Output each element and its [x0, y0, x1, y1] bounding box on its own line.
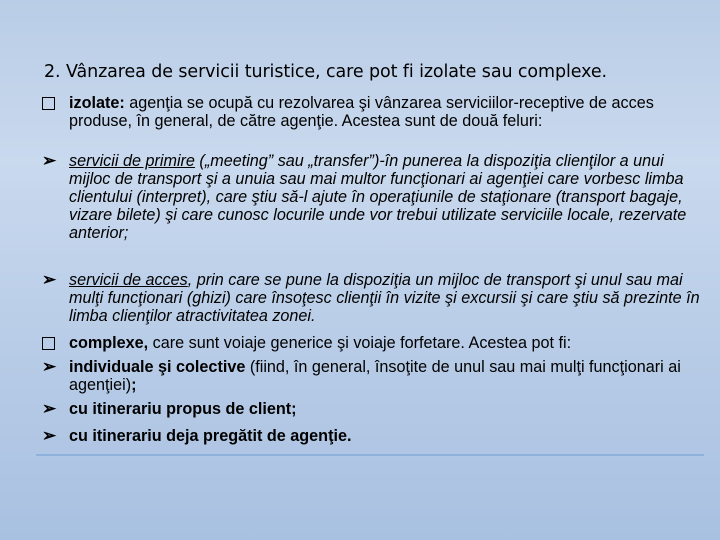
arrow-bullet-icon: ➢ — [42, 151, 57, 170]
arrow-bullet-icon: ➢ — [42, 270, 57, 289]
item-lead: cu itinerariu propus de client; — [69, 400, 297, 418]
item-text: care sunt voiaje generice şi voiaje forfetare — [148, 334, 461, 352]
arrow-bullet-icon: ➢ — [42, 399, 57, 418]
item-lead: complexe, — [69, 334, 149, 352]
slide-title: 2. Vânzarea de servicii turistice, care pot fi izolate sau complexe. — [44, 62, 607, 82]
item-text: agenţia se ocupă cu rezolvarea şi vânzarea serviciilor-receptive de acces produse, în general, de către agenţie. Acestea sunt de două feluri: — [69, 94, 654, 130]
item-text-tail: ; — [131, 376, 137, 394]
item-text-tail: . Acestea pot fi: — [460, 334, 572, 352]
item-text: , prin care se pune la dispoziţia un mijloc de transport şi unul sau mai mulţi funcţionari (ghizi) care însoţesc clienţii în vizite şi excursii şi care ştiu să prezinte în limba clienţilor atractivitatea zonei. — [69, 271, 700, 325]
arrow-bullet-icon: ➢ — [42, 426, 57, 445]
item-lead: izolate: — [69, 94, 125, 112]
checkbox-bullet-icon — [42, 94, 62, 115]
item-text: („meeting” sau „transfer”)-în punerea la dispoziţia clienţilor a unui mijloc de transport şi a unuia sau mai multor funcţionari ai agenţiei care vorbesc limba clientului (interpret), care ştiu să-l ajute în operaţiunile de staţionare (transport bagaje, vizare bilete) şi care cunosc locurile unde vor trebui utilizate serviciile locale, rezervate anterior; — [69, 152, 687, 242]
item-text: (fiind, în general, însoţite de unul sau mai mulţi funcţionari ai agenţiei) — [69, 358, 681, 394]
slide — [36, 36, 704, 456]
item-lead: individuale şi colective — [69, 358, 246, 376]
arrow-bullet-icon: ➢ — [42, 357, 57, 376]
item-lead: servicii de acces — [69, 271, 188, 289]
item-lead: servicii de primire — [69, 152, 195, 170]
item-lead: cu itinerariu deja pregătit de agenţie. — [69, 427, 352, 445]
checkbox-bullet-icon — [42, 334, 62, 355]
